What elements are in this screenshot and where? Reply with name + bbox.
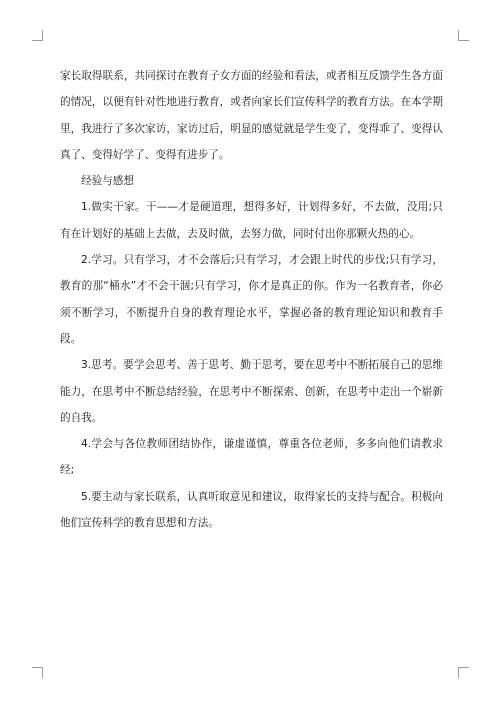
paragraph-intro: 家长取得联系，共同探讨在教育子女方面的经验和看法，或者相互反馈学生各方面的情况，以便有针对性地进行教育，或者向家长们宣传科学的教育方法。在本学期里，我进行了多次家访，家访过后，明显的感觉就是学生变了，变得乖了、变得认真了、变得好学了、变得有进步了。	[60, 70, 443, 161]
crop-mark-bottom-right	[458, 667, 469, 678]
crop-mark-top-right	[458, 30, 469, 41]
list-item-4: 4.学会与各位教师团结协作，谦虚谨慎，尊重各位老师，多多向他们请教求经;	[60, 438, 443, 477]
section-heading: 经验与感想	[81, 175, 134, 188]
list-item-2: 2.学习。只有学习，才不会落后;只有学习，才会跟上时代的步伐;只有学习，教育的那“桶水”才不会干涸;只有学习，你才是真正的你。作为一名教育者，你必须不断学习，不断提升自身的教育理论水平，掌握必备的教育理论知识和教育手段。	[60, 254, 443, 345]
crop-mark-top-left	[32, 30, 43, 41]
document-body	[60, 63, 443, 536]
list-item-3: 3.思考。要学会思考、善于思考、勤于思考，要在思考中不断拓展自己的思维能力，在思考中不断总结经验，在思考中不断探索、创新，在思考中走出一个崭新的自我。	[60, 359, 443, 424]
crop-mark-bottom-left	[32, 667, 43, 678]
list-item-1: 1.做实干家。干——才是硬道理，想得多好，计划得多好，不去做，没用;只有在计划好的基础上去做，去及时做，去努力做，同时付出你那颗火热的心。	[60, 201, 443, 240]
list-item-5: 5.要主动与家长联系，认真听取意见和建议，取得家长的支持与配合。积极向他们宣传科学的教育思想和方法。	[60, 490, 443, 530]
